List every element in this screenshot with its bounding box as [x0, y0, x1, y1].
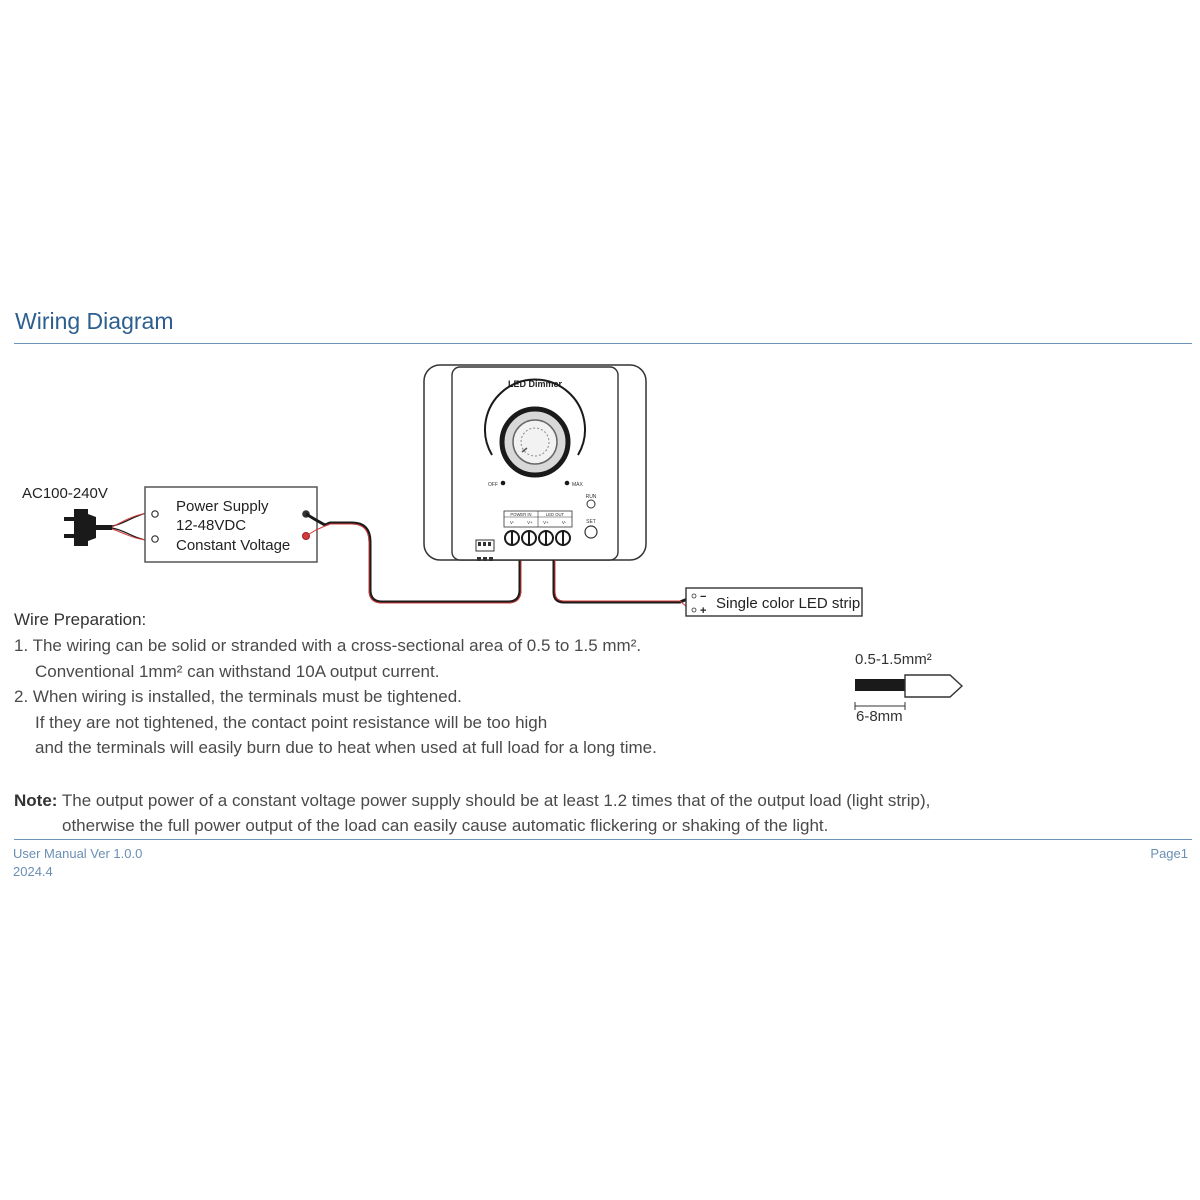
- footer-page: Page1: [1150, 846, 1188, 861]
- wire-prep-line-5: and the terminals will easily burn due to heat when used at full load for a long time.: [35, 738, 657, 757]
- led-strip-label: Single color LED strip: [716, 595, 861, 612]
- wire-prep-title: Wire Preparation:: [14, 610, 147, 629]
- wiring-diagram: [0, 355, 1200, 630]
- led-strip-plus: +: [700, 605, 707, 617]
- led-dimmer-device: [424, 365, 646, 561]
- ac-input-label: AC100-240V: [22, 485, 108, 502]
- note-text-1: The output power of a constant voltage power supply should be at least 1.2 times that of the output load (light strip),: [61, 791, 931, 810]
- wire-prep-line-1: 1. The wiring can be solid or stranded with a cross-sectional area of 0.5 to 1.5 mm².: [14, 636, 642, 655]
- run-indicator-icon: [587, 500, 595, 508]
- off-label: OFF: [488, 482, 498, 488]
- stripped-wire-icon: [850, 670, 970, 710]
- power-supply-line3: Constant Voltage: [176, 537, 291, 554]
- terminal-label-4: V-: [561, 520, 567, 525]
- dip-switch-icon: [476, 540, 494, 561]
- dimmer-knob-icon: [502, 409, 568, 475]
- power-supply-line1: Power Supply: [176, 498, 269, 515]
- terminal-label-1: V-: [509, 520, 515, 525]
- footer-date: 2024.4: [13, 864, 53, 879]
- note-line-2: otherwise the full power output of the load can easily cause automatic flickering or shaking of the light.: [62, 816, 829, 835]
- dimmer-title: LED Dimmer: [507, 379, 563, 389]
- set-label: SET: [586, 519, 596, 525]
- max-label: MAX: [572, 482, 583, 488]
- wire-prep-line-2: Conventional 1mm² can withstand 10A output current.: [35, 662, 440, 681]
- note-line-1: [14, 791, 930, 811]
- wire-prep-line-3: 2. When wiring is installed, the terminals must be tightened.: [14, 687, 462, 706]
- title-divider: [14, 343, 1192, 344]
- footer-manual-version: User Manual Ver 1.0.0: [13, 846, 143, 861]
- run-label: RUN: [585, 494, 597, 500]
- strip-length-label: 6-8mm: [856, 708, 903, 725]
- note-label: Note:: [14, 791, 58, 810]
- footer-divider: [14, 839, 1192, 840]
- wire-prep-line-4: If they are not tightened, the contact point resistance will be too high: [35, 713, 548, 732]
- power-supply-line2: 12-48VDC: [176, 517, 247, 534]
- led-strip-box: [686, 588, 862, 617]
- led-strip-minus: −: [700, 591, 707, 603]
- ac-plug-icon: [64, 509, 112, 546]
- section-title: Wiring Diagram: [15, 308, 174, 334]
- set-button[interactable]: [585, 526, 597, 538]
- terminal-label-3: V+: [543, 520, 549, 525]
- gauge-area-label: 0.5-1.5mm²: [855, 651, 932, 668]
- terminal-label-2: V+: [527, 520, 533, 525]
- led-out-label: LED OUT: [545, 512, 565, 517]
- power-in-label: POWER IN: [510, 512, 532, 517]
